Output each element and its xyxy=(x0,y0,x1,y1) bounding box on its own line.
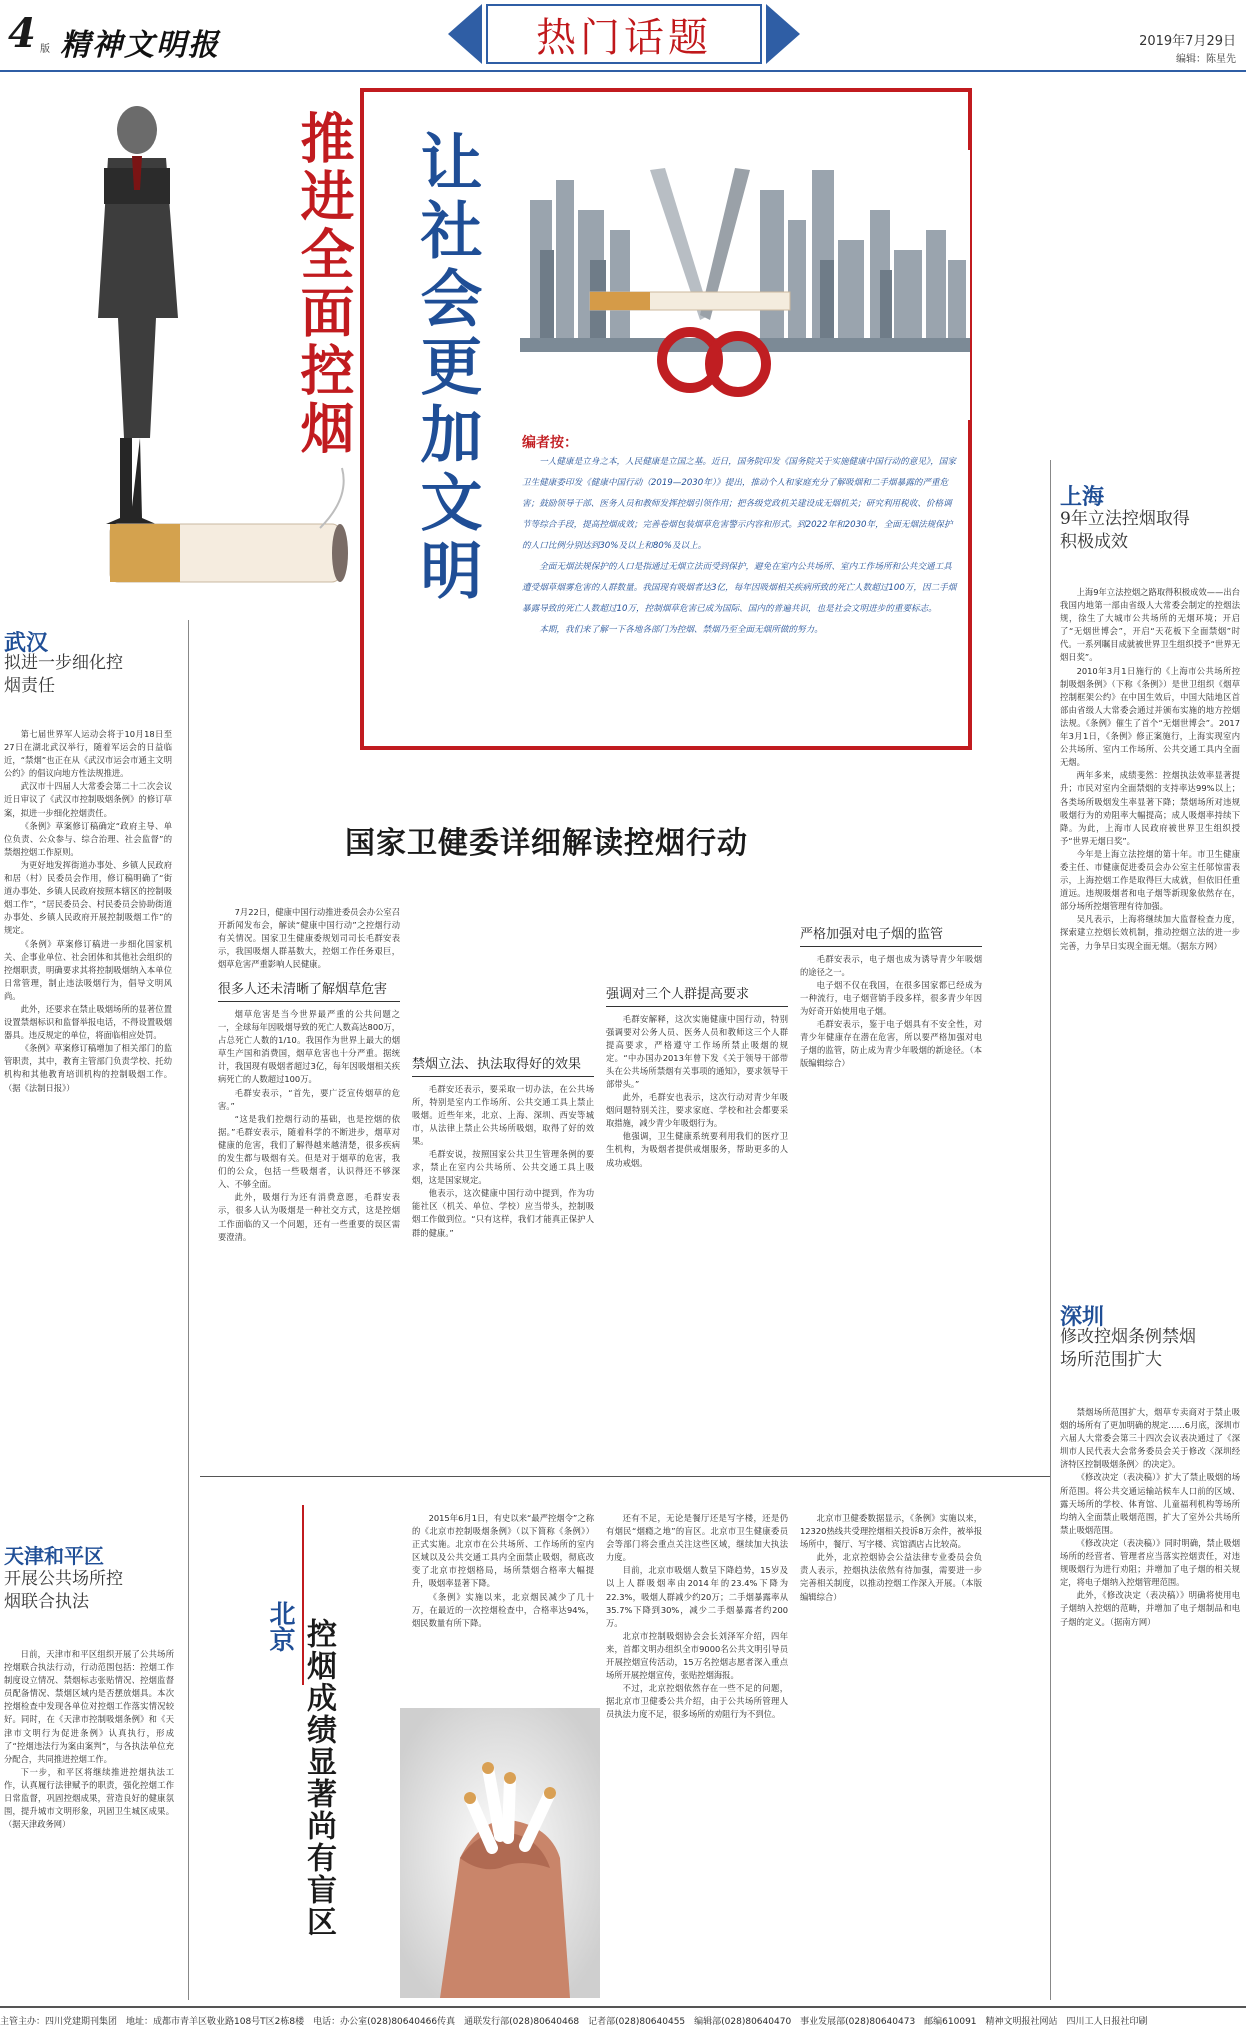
nhc-sec2-p3: 他表示，这次健康中国行动中提到，作为功能社区（机关、单位、学校）应当带头，控制吸烟工作做到位。“只有这样，我们才能真正保护人群的健康。” xyxy=(412,1188,594,1238)
editor-note-p3: 本期，我们来了解一下各地各部门为控烟、禁烟乃至全面无烟所做的努力。 xyxy=(539,625,823,635)
beijing-p4: 目前，北京市吸烟人数呈下降趋势，15岁及以上人群吸烟率由2014年的23.4%下降为22.3%，吸烟人群减少约20万；二手烟暴露率从35.7%下降到30%，减少二手烟暴露者约200万。 xyxy=(606,1565,788,1628)
hand-cigarette-photo xyxy=(400,1708,600,1998)
tianjin-body xyxy=(4,1648,174,1998)
masthead xyxy=(0,0,1246,78)
nhc-headline: 国家卫健委详细解读控烟行动 xyxy=(345,826,748,861)
nhc-sec3-p1: 毛群安解释，这次实施健康中国行动，特别强调要对公务人员、医务人员和教师这三个人群提高要求，严格遵守工作场所禁止吸烟的规定。“中办国办2013年曾下发《关于领导干部带头在公共场所禁烟有关事项的通知》，要求领导干部带头。” xyxy=(606,1013,788,1090)
nhc-col1 xyxy=(218,906,400,1468)
shenzhen-city: 深圳 xyxy=(1060,1305,1105,1330)
nhc-sec4-p2: 电子烟不仅在我国，在很多国家都已经成为一种流行，电子烟营销手段多样，很多青少年因为好奇开始使用电子烟。 xyxy=(800,979,982,1016)
lead-title-main: 让社会更加文明 xyxy=(410,130,483,606)
tianjin-p2: 下一步，和平区将继续推进控烟执法工作，认真履行法律赋予的职责，强化控烟工作日常监督，巩固控烟成果，营造良好的健康氛围，提升城市文明形象，巩固卫生城区成果。（据天津政务网） xyxy=(4,1766,174,1830)
nhc-subhead-2: 禁烟立法、执法取得好的效果 xyxy=(412,1056,594,1077)
beijing-title: 控烟成绩显著尚有盲区 xyxy=(301,1618,336,1938)
shanghai-p5: 吴凡表示，上海将继续加大监督检查力度，探索建立控烟长效机制，推动控烟立法的进一步完善，力争早日实现全面无烟。（据东方网） xyxy=(1060,914,1240,951)
issue-date: 2019年7月29日 xyxy=(1139,34,1236,49)
beijing-p2: 《条例》实施以来，北京烟民减少了几十万，在最近的一次控烟检查中，合格率达94%，烟民数量有所下降。 xyxy=(412,1591,594,1628)
wuhan-p6: 此外，还要求在禁止吸烟场所的显著位置设置禁烟标识和监督举报电话，不得设置吸烟器具。违反规定的单位，将面临相应处罚。 xyxy=(4,1003,172,1041)
divider-left xyxy=(188,620,189,2000)
nhc-col3 xyxy=(606,906,788,1468)
nhc-sec2-p1: 毛群安还表示，要采取一切办法，在公共场所，特别是室内工作场所、公共交通工具上禁止吸烟。近些年来，北京、上海、深圳、西安等城市，从法律上禁止公共场所吸烟，取得了好的效果。 xyxy=(412,1083,594,1146)
nhc-sec2-p2: 毛群安说，按照国家公共卫生管理条例的要求，禁止在室内公共场所、公共交通工具上吸烟，这是国家规定。 xyxy=(412,1149,594,1186)
beijing-p8: 此外，北京控烟协会公益法律专业委员会负责人表示，控烟执法依然有待加强，需要进一步完善相关制度，以推动控烟工作深入开展。（本版编辑综合） xyxy=(800,1552,982,1602)
shenzhen-p3: 《修改决定（表决稿）》同时明确，禁止吸烟场所的经营者、管理者应当落实控烟责任，对违规吸烟行为进行劝阻；并增加了电子烟的相关规定，将电子烟纳入控烟管理范围。 xyxy=(1060,1537,1240,1588)
beijing-city: 北京 xyxy=(265,1600,295,1652)
nhc-sec1-p1: 烟草危害是当今世界最严重的公共问题之一，全球每年因吸烟导致的死亡人数高达800万，占总死亡人数的1/10。我国作为世界上最大的烟草生产国和消费国，烟草危害也十分严重。据统计，我国现有吸烟者超过3亿，每年因吸烟相关疾病死亡的人数超过100万。 xyxy=(218,1009,400,1085)
paper-name: 精神文明报 xyxy=(60,28,220,63)
shenzhen-p2: 《修改决定（表决稿）》扩大了禁止吸烟的场所范围。将公共交通运输站候车人口前的区域、露天场所的学校、体育馆、儿童福利机构等场所均纳入全面禁止吸烟范围，扩大了室外公共场所禁止吸烟范围。 xyxy=(1060,1472,1240,1535)
shanghai-city: 上海 xyxy=(1060,485,1105,510)
beijing-col2 xyxy=(606,1512,788,1998)
nhc-sec4-p3: 毛群安表示，鉴于电子烟具有不安全性，对青少年健康存在潜在危害，所以要严格加强对电子烟的监管，防止成为青少年吸烟的新途径。（本版编辑综合） xyxy=(800,1019,982,1069)
nhc-subhead-3: 强调对三个人群提高要求 xyxy=(606,986,788,1007)
nhc-sec1-p2: 毛群安表示，“首先，要广泛宣传烟草的危害。” xyxy=(218,1087,400,1111)
tianjin-city: 天津和平区 xyxy=(4,1544,104,1568)
wuhan-city: 武汉 xyxy=(4,631,49,656)
section-divider xyxy=(200,1476,1050,1477)
nhc-sec3-p2: 此外，毛群安也表示，这次行动对青少年吸烟问题特别关注，要求家庭、学校和社会都要采取措施，减少青少年吸烟行为。 xyxy=(606,1092,788,1129)
nhc-sec1-p4: 此外，吸烟行为还有消费意愿，毛群安表示，很多人认为吸烟是一种社交方式，这是控烟工作面临的又一个问题，还有一些重要的误区需要澄清。 xyxy=(218,1192,400,1242)
shanghai-p4: 今年是上海立法控烟的第十年。市卫生健康委主任、市健康促进委员会办公室主任邬惊雷表示，上海控烟工作是取得巨大成就，但依旧任重道远。违规吸烟者和电子烟等新现象依然存在，部分场所控烟管理有待加强。 xyxy=(1060,848,1240,912)
page-number: 4 xyxy=(8,10,36,57)
nhc-subhead-1: 很多人还未清晰了解烟草危害 xyxy=(218,981,400,1002)
nhc-sec4-p1: 毛群安表示，电子烟也成为诱导青少年吸烟的途径之一。 xyxy=(800,953,982,977)
divider-right xyxy=(1050,460,1051,2000)
shenzhen-body xyxy=(1060,1406,1240,2002)
wuhan-body xyxy=(4,728,172,1488)
editor-note xyxy=(522,452,958,641)
wuhan-p4: 为更好地发挥街道办事处、乡镇人民政府和居（村）民委员会作用，修订稿明确了“街道办事处、乡镇人民政府按照本辖区的控制吸烟工作”，“居民委员会、村民委员会协助街道办事处、乡镇人民政府开展控制吸烟工作”的规定。 xyxy=(4,859,172,936)
editor-note-p1: 一人健康是立身之本，人民健康是立国之基。近日，国务院印发《国务院关于实施健康中国行动的意见》，国家卫生健康委印发《健康中国行动（2019—2030年）》提出，推动个人和家庭充分了解吸烟和二手烟暴露的严重危害；鼓励领导干部、医务人员和教师发挥控烟引领作用；把各级党政机关建设成无烟机关；研究利用税收、价格调节等综合手段，提高控烟成效；完善卷烟包装烟草危害警示内容和形式。到2022年和2030年，全面无烟法规保护的人口比例分别达到30%及以上和80%及以上。 xyxy=(522,457,956,551)
tianjin-p1: 日前，天津市和平区组织开展了公共场所控烟联合执法行动，行动范围包括：控烟工作制度设立情况、禁烟标志张贴情况、控烟监督员配备情况、禁烟区域内是否摆放烟具。本次控烟检查中发现各单位对控烟工作落实情况较好。同时，在《天津市控制吸烟条例》和《天津市文明行为促进条例》认真执行，形成了“控烟违法行为案由案判”，与各执法单位充分配合，共同推进控烟工作。 xyxy=(4,1649,174,1764)
nhc-intro: 7月22日，健康中国行动推进委员会办公室召开新闻发布会，解读“健康中国行动”之控烟行动有关情况。国家卫生健康委规划司司长毛群安表示，我国吸烟人群基数大，控烟工作任务艰巨，烟草危害严重影响人民健康。 xyxy=(218,907,400,970)
shenzhen-p4: 此外，《修改决定（表决稿）》明确将使用电子烟纳入控烟的范畴，并增加了电子烟制品和电子烟的定义。（据南方网） xyxy=(1060,1590,1240,1627)
shenzhen-p1: 禁烟场所范围扩大，烟草专卖商对于禁止吸烟的场所有了更加明确的规定……6月底，深圳市六届人大常委会第三十四次会议表决通过了《深圳市人民代表大会常务委员会关于修改〈深圳经济特区控制吸烟条例〉的决定》。 xyxy=(1060,1407,1240,1470)
wuhan-p7: 《条例》草案修订稿增加了相关部门的监管职责，其中，教育主管部门负责学校、托幼机构和其他教育培训机构的控制吸烟工作。（据《法制日报》） xyxy=(4,1043,172,1093)
section-right-arrow xyxy=(766,4,800,64)
editor-note-label: 编者按： xyxy=(522,435,578,451)
skyline-illustration xyxy=(520,150,970,420)
nhc-subhead-4: 严格加强对电子烟的监管 xyxy=(800,926,982,947)
tianjin-subtitle: 开展公共场所控烟联合执法 xyxy=(4,1569,123,1612)
nhc-col4 xyxy=(800,906,982,1468)
beijing-p7: 北京市卫健委数据显示，《条例》实施以来，12320热线共受理控烟相关投诉8万余件，被举报场所中，餐厅、写字楼、宾馆酒店占比较高。 xyxy=(800,1513,982,1550)
shanghai-p1: 上海9年立法控烟之路取得积极成效——出台我国内地第一部由省级人大常委会制定的控烟法规，徐生了大城市公共场所的无烟环境；开启了“无烟世博会”，开启“天花板下全面禁烟”时代。一系列瞩目成就被世界卫生组织授予“世界无烟日奖”。 xyxy=(1060,587,1240,663)
lead-title-left: 推进全面控烟 xyxy=(292,110,356,458)
page-suffix: 版 xyxy=(40,44,50,55)
beijing-col3 xyxy=(800,1512,982,1998)
wuhan-p3: 《条例》草案修订稿确定“政府主导、单位负责、公众参与、综合治理、社会监督”的禁烟控烟工作原则。 xyxy=(4,820,172,857)
beijing-col1 xyxy=(412,1512,594,1708)
section-left-arrow xyxy=(448,4,482,64)
wuhan-subtitle: 拟进一步细化控烟责任 xyxy=(4,653,123,696)
beijing-p1: 2015年6月1日，有史以来“最严控烟令”之称的《北京市控制吸烟条例》（以下简称《条例》）正式实施。北京市在公共场所、工作场所的室内区域以及公共交通工具内全面禁止吸烟，彻底改变了北京市控烟格局，场所禁烟合格率大幅提升，吸烟率显著下降。 xyxy=(412,1513,594,1589)
shenzhen-subtitle: 修改控烟条例禁烟场所范围扩大 xyxy=(1060,1327,1196,1370)
wuhan-p1: 第七届世界军人运动会将于10月18日至27日在湖北武汉举行，随着军运会的日益临近，“禁烟”也正在从《武汉市运会市通主文明公约》的倡议向地方性法规推进。 xyxy=(4,729,172,779)
nhc-col2 xyxy=(412,906,594,1468)
footer-bar: 主管主办：四川党建期刊集团 地址：成都市青羊区敬业路108号T区2栋8楼 电话：办公室(028)80640466传真 通联发行部(028)80640468 记者部(028)80640455 编辑部(028)80640470 事业发展部(028)80640473 邮编610091 精神文明报社网站 四川工人日报社印刷 xyxy=(0,2006,1246,2036)
beijing-p5: 北京市控制吸烟协会会长刘泽军介绍，四年来，首都文明办组织全市9000名公共文明引导员开展控烟宣传活动，15万名控烟志愿者深入重点场所开展控烟宣传，张贴控烟海报。 xyxy=(606,1630,788,1681)
shanghai-body xyxy=(1060,586,1240,1296)
shanghai-p3: 两年多来，成绩斐然：控烟执法效率显著提升；市民对室内全面禁烟的支持率达99%以上；各类场所吸烟发生率显著下降；禁烟场所对违规吸烟行为的劝阻率大幅提高；成人吸烟率持续下降。为此，上海市人民政府被世界卫生组织授予“世界无烟日奖”。 xyxy=(1060,770,1240,846)
editor-note-p2: 全面无烟法规保护的人口是指通过无烟立法而受到保护，避免在室内公共场所、室内工作场所和公共交通工具遭受烟草烟雾危害的人群数量。我国现有吸烟者达3亿，每年因吸烟相关疾病所致的死亡人数超过100万，因二手烟暴露导致的死亡人数超过10万，控制烟草危害已成为国际、国内的普遍共识，也是社会文明进步的重要标志。 xyxy=(522,562,957,614)
shanghai-p2: 2010年3月1日施行的《上海市公共场所控制吸烟条例》（下称《条例》）是世卫组织《烟草控制框架公约》在中国生效后，中国大陆地区首部由省级人大常委会通过并颁布实施的地方控烟法规。《条例》催生了首个“无烟世博会”。2017年3月1日，《条例》修正案施行，上海实现室内公共场所、室内工作场所、公共交通工具内全面无烟。 xyxy=(1060,665,1240,768)
editor-credit: 编辑：陈星先 xyxy=(1176,54,1236,65)
section-title: 热门话题 xyxy=(536,15,712,61)
nhc-sec3-p3: 他强调，卫生健康系统要利用我们的医疗卫生机构，为吸烟者提供戒烟服务，帮助更多的人成功戒烟。 xyxy=(606,1131,788,1168)
nhc-sec1-p3: “这是我们控烟行动的基础，也是控烟的依据。”毛群安表示，随着科学的不断进步，烟草对健康的危害，我们了解得越来越清楚，很多疾病的发生都与吸烟有关。但是对于烟草的危害，我们的公众，包括一些吸烟者，认识得还不够深入、不够全面。 xyxy=(218,1113,400,1190)
wuhan-p5: 《条例》草案修订稿进一步细化国家机关、企事业单位、社会团体和其他社会组织的控烟职责，明确要求其将控制吸烟纳入本单位日常管理，制止违法吸烟行为，倡导文明风尚。 xyxy=(4,938,172,1001)
beijing-p6: 不过，北京控烟依然存在一些不足的问题，据北京市卫健委公共介绍，由于公共场所管理人员执法力度不足，很多场所的劝阻行为不到位。 xyxy=(606,1683,788,1720)
shanghai-subtitle: 9年立法控烟取得积极成效 xyxy=(1060,509,1190,552)
beijing-p3: 还有不足，无论是餐厅还是写字楼，还是仍有烟民“烟瘾之地”的盲区。北京市卫生健康委员会等部门将会重点关注这些区域，继续加大执法力度。 xyxy=(606,1513,788,1563)
wuhan-p2: 武汉市十四届人大常委会第二十二次会议近日审议了《武汉市控制吸烟条例》的修订草案，拟进一步细化控烟责任。 xyxy=(4,781,172,818)
